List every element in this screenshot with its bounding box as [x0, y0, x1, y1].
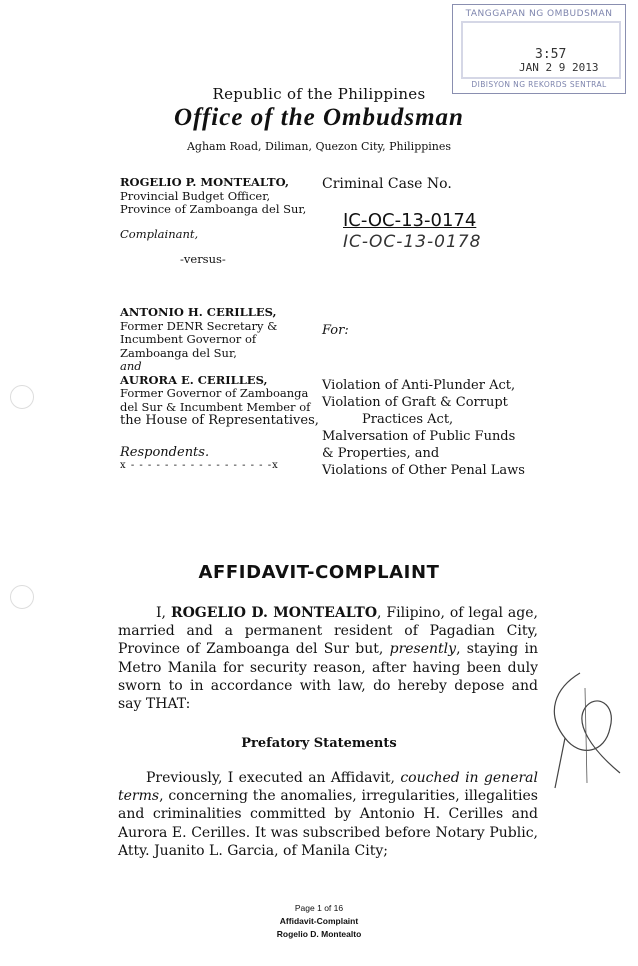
charge-item: Malversation of Public Funds	[322, 429, 516, 444]
office-address: Agham Road, Diliman, Quezon City, Philippines	[186, 140, 452, 153]
text-run: I,	[156, 605, 171, 621]
complainant-role: Complainant,	[120, 226, 199, 241]
office-title: Office of the Ombudsman	[174, 104, 464, 131]
caption-separator: x - - - - - - - - - - - - - - - - -x	[120, 460, 279, 471]
respondent2-line3: the House of Representatives,	[120, 413, 319, 428]
criminal-case-label: Criminal Case No.	[322, 176, 452, 192]
punch-hole	[10, 585, 34, 609]
text-run: presently	[389, 641, 457, 658]
complainant-position: Provincial Budget Officer,	[120, 188, 271, 203]
footer-author: Rogelio D. Montealto	[276, 929, 362, 939]
stamp-time: 3:57	[535, 47, 567, 62]
section-heading: Prefatory Statements	[241, 736, 397, 751]
page-number: Page 1 of 16	[294, 903, 344, 913]
respondent1-name: ANTONIO H. CERILLES,	[120, 305, 277, 319]
footer-doc-title: Affidavit-Complaint	[279, 916, 359, 926]
respondent2-line2: del Sur & Incumbent Member of	[120, 399, 311, 414]
stamp-date: JAN 2 9 2013	[519, 61, 599, 74]
text-run: couched in general terms	[118, 770, 538, 805]
complainant-province: Province of Zamboanga del Sur,	[120, 202, 307, 216]
affiant-name: ROGELIO D. MONTEALTO	[170, 605, 378, 621]
case-number-handwritten: IC-OC-13-0178	[343, 232, 482, 252]
charge-item: & Properties, and	[322, 446, 440, 461]
respondents-label: Respondents.	[120, 444, 210, 460]
charge-item: Violation of Graft & Corrupt	[322, 395, 508, 410]
paragraph-intro	[118, 604, 538, 713]
respondents-block	[120, 306, 335, 473]
for-label: For:	[322, 323, 349, 338]
complainant-name: ROGELIO P. MONTEALTO,	[120, 175, 289, 189]
stamp-agency: TANGGAPAN NG OMBUDSMAN	[465, 9, 613, 19]
complainant-block	[120, 176, 335, 267]
respondent1-line2: Incumbent Governor of	[120, 332, 257, 346]
signature-mark	[535, 668, 625, 798]
respondent2-line1: Former Governor of Zamboanga	[120, 386, 309, 400]
text-run: , Filipino, of legal age, married and a permanent resident of Pagadian City, Province of Zamboanga del Sur but,	[118, 605, 538, 658]
charge-item: Violations of Other Penal Laws	[322, 463, 525, 478]
respondent1-line3: Zamboanga del Sur,	[120, 345, 237, 360]
text-run: Previously, I executed an Affidavit,	[146, 770, 401, 786]
punch-hole	[10, 385, 34, 409]
charge-item: Violation of Anti-Plunder Act,	[322, 378, 516, 393]
receiving-stamp	[452, 4, 626, 94]
respondent2-name: AURORA E. CERILLES,	[120, 372, 268, 387]
text-run: , staying in Metro Manila for security reason, after having been duly sworn to in accordance with law, do hereby depose and say THAT:	[118, 641, 539, 713]
and-label: and	[120, 359, 142, 373]
document-title: AFFIDAVIT-COMPLAINT	[198, 562, 440, 583]
versus-label: -versus-	[180, 252, 226, 266]
case-number: IC-OC-13-0174	[343, 210, 477, 231]
charge-item: Practices Act,	[362, 412, 454, 427]
text-run: , concerning the anomalies, irregularities, illegalities and criminalities committed by Antonio H. Cerilles and Aurora E. Cerilles. It was subscribed before Notary Public, Atty. Juanito L. Garcia, of Manila City;	[118, 788, 538, 859]
respondent1-line1: Former DENR Secretary &	[120, 318, 278, 333]
stamp-division: DIBISYON NG REKORDS SENTRAL	[471, 80, 607, 89]
republic-line: Republic of the Philippines	[212, 85, 426, 103]
charges-list	[322, 377, 562, 479]
paragraph-prefatory	[118, 769, 538, 860]
page-footer	[0, 902, 638, 941]
